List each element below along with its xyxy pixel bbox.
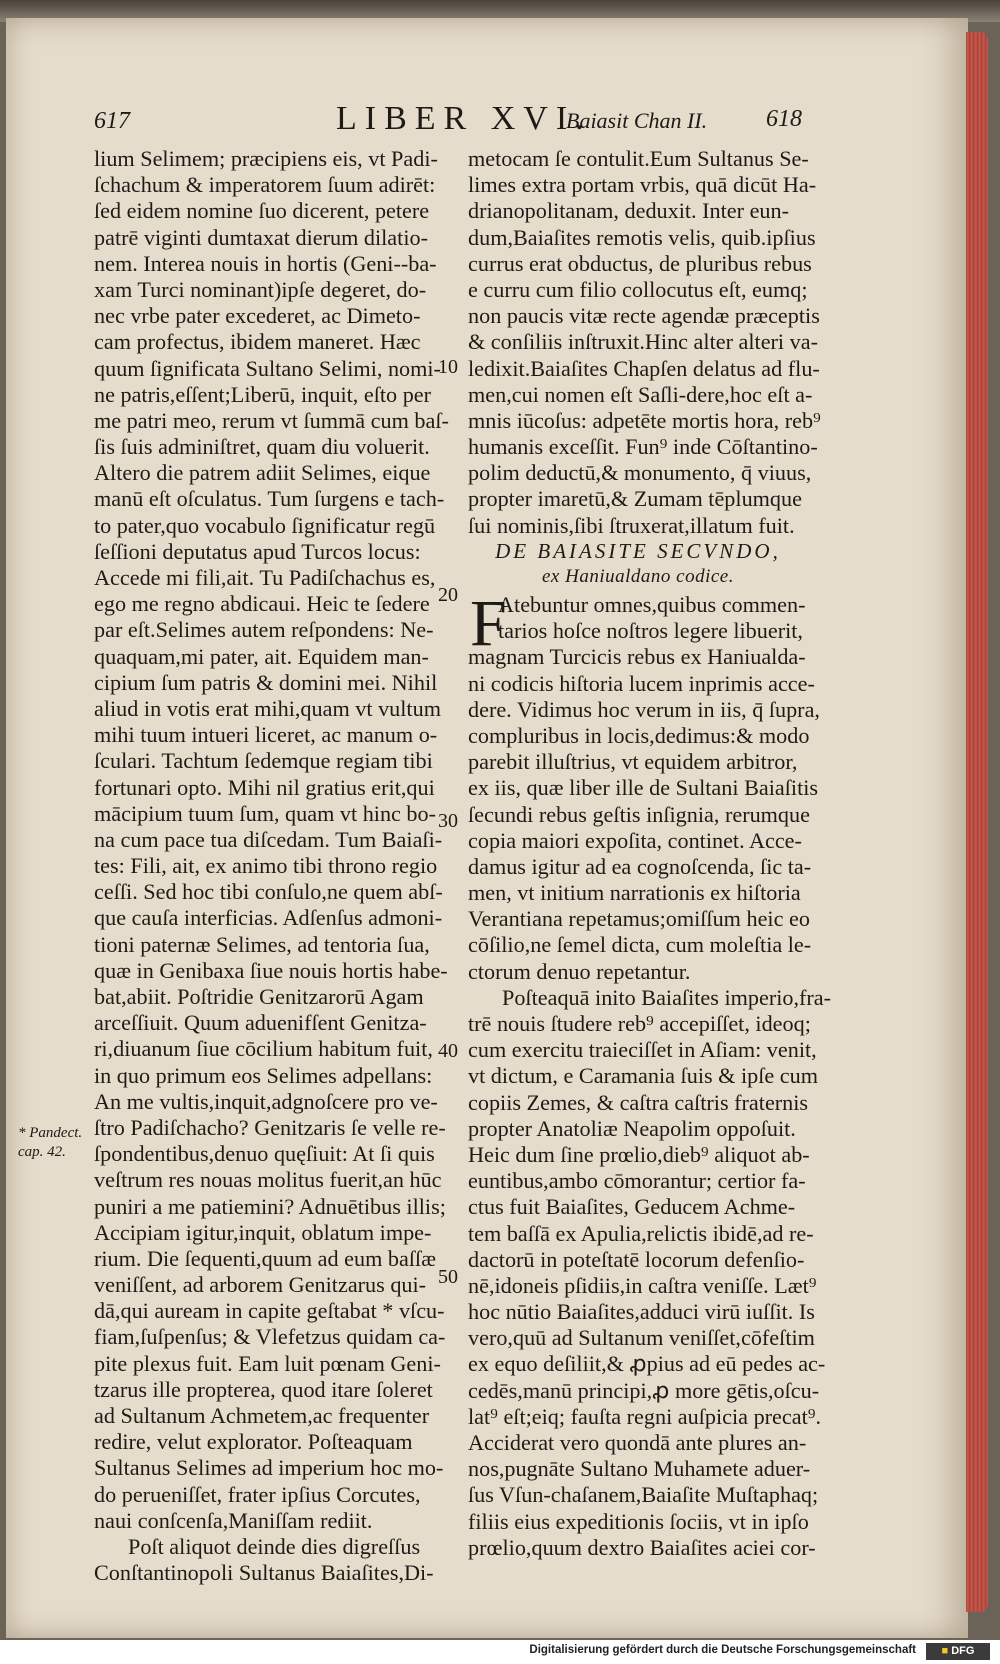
text-line: copiis Zemes, & caſtra caſtris fraternis <box>468 1089 809 1115</box>
text-line: naui conſcenſa,Maniſſam rediit. <box>94 1507 373 1533</box>
text-line: na cum pace tua diſcedam. Tum Baiaſi- <box>94 826 443 852</box>
text-line: mnis iūcoſus: adpetēte mortis hora, reb⁹ <box>468 407 821 433</box>
text-line: ſculari. Tachtum ſedemque regiam tibi <box>94 748 433 774</box>
text-line: vero,quū ad Sultanum veniſſet,cōfeſtim <box>468 1325 815 1351</box>
text-line: ſecundi rebus geſtis inſignia, rerumque <box>468 801 810 827</box>
dfg-logo-text: DFG <box>951 1645 975 1657</box>
text-line: arceſſiuit. Quum aduenifſent Genitza- <box>94 1010 427 1036</box>
text-line: do perueniſſet, frater ipſius Corcutes, <box>94 1481 421 1507</box>
text-line: polim deductū,& monumento, q̄ viuus, <box>468 460 812 486</box>
text-line: ledixit.Baiaſites Chapſen delatus ad flu- <box>468 355 820 381</box>
text-line: currus erat obductus, de pluribus rebus <box>468 250 812 276</box>
text-line: xam Turci nominant)ipſe degeret, do- <box>94 276 427 302</box>
margin-note-line: cap. 42. <box>18 1144 66 1160</box>
text-line: ex iis, quæ liber ille de Sultani Baiaſitis <box>468 775 819 801</box>
text-line: cum exercitu traieciſſet in Aſiam: venit, <box>468 1037 817 1063</box>
line-number: 40 <box>438 1040 458 1062</box>
book-page <box>6 18 968 1638</box>
text-line: puniri a me patiemini? Adnuētibus illis; <box>94 1193 446 1219</box>
text-line: bat,abiit. Poſtridie Genitzarorū Agam <box>94 984 424 1009</box>
text-line: Altero die patrem adiit Selimes, eique <box>94 460 431 486</box>
text-line: prœlio,quum dextro Baiaſites aciei cor- <box>468 1534 816 1560</box>
text-line: que cauſa interficias. Adſenſus admoni- <box>94 905 443 931</box>
text-line: dere. Vidimus hoc verum in iis, q̄ ſupra, <box>468 696 820 722</box>
text-line: ſui nominis,ſibi ſtruxerat,illatum fuit. <box>468 512 795 538</box>
text-line: ſus Vſun-chaſanem,Baiaſite Muſtaphaq; <box>468 1482 819 1508</box>
text-line: dum,Baiaſites remotis velis, quib.ipſius <box>468 224 816 250</box>
text-line: Acciderat vero quondā ante plures an- <box>468 1430 807 1455</box>
drop-capital: F <box>470 587 507 660</box>
text-line: tzarus ille propterea, quod itare ſoleret <box>94 1376 433 1402</box>
text-line: propter imaretū,& Zumam tēplumque <box>468 486 802 512</box>
text-line: veſtrum res nouas molitus fuerit,an hūc <box>94 1167 442 1193</box>
footer-bar <box>0 1640 1000 1664</box>
section-subtitle: ex Haniualdano codice. <box>542 566 734 587</box>
text-line: e curru cum filio collocutus eſt, eumq; <box>468 276 808 302</box>
text-line: quum ſignificata Sultano Selimi, nomi- <box>94 355 441 381</box>
funding-credit: Digitalisierung gefördert durch die Deutsche Forschungsgemeinschaft <box>529 1644 916 1656</box>
text-line: to pater,quo vocabulo ſignificatur regū <box>94 512 436 538</box>
running-header <box>6 100 968 144</box>
text-line: cōſilio,ne ſemel dicta, cum moleſtia le- <box>468 932 812 958</box>
text-line: dā,qui auream in capite geſtabat * vſcu- <box>94 1298 445 1324</box>
text-line: lium Selimem; præcipiens eis, vt Padi- <box>94 146 438 171</box>
text-line: in quo primum eos Selimes adpellans: <box>94 1062 433 1088</box>
text-line: Poſteaquā inito Baiaſites imperio,fra- <box>502 984 832 1010</box>
text-line: filiis eius expeditionis ſociis, vt in ipſo <box>468 1508 809 1534</box>
text-line: damus igitur ad ea cognoſcenda, ſic ta- <box>468 853 812 879</box>
text-line: dactorū in poteſtatē locorum defenſio- <box>468 1246 805 1272</box>
line-number: 10 <box>438 356 458 378</box>
text-line: compluribus in locis,dedimus:& modo <box>468 722 810 748</box>
text-line: redire, velut explorator. Poſteaquam <box>94 1429 413 1455</box>
text-line: manū eſt oſculatus. Tum ſurgens e tach- <box>94 486 445 512</box>
text-line: trē nouis ſtudere reb⁹ accepiſſet, ideoq; <box>468 1011 811 1036</box>
text-line: ſchachum & imperatorem ſuum adirēt: <box>94 172 436 198</box>
text-line: drianopolitanam, deduxit. Inter eun- <box>468 198 790 224</box>
text-line: parebit illuſtrius, vt equidem arbitror, <box>468 749 798 775</box>
text-line: me patri meo, rerum vt ſummā cum baſ- <box>94 407 449 433</box>
text-line: patrē viginti dumtaxat dierum dilatio- <box>94 224 428 250</box>
text-line: propter Anatoliæ Neapolim oppoſuit. <box>468 1115 796 1141</box>
text-line: ſed eidem nomine ſuo dicerent, petere <box>94 198 430 224</box>
text-line: rium. Die ſequenti,quum ad eum baſſæ <box>94 1245 436 1271</box>
text-line: Heic dum ſine prœlio,dieb⁹ aliquot ab- <box>468 1141 810 1167</box>
text-line: nē,idoneis pſidiis,in caſtra veniſſe. Læt⁹ <box>468 1272 817 1298</box>
text-line: ni codicis hiſtoria lucem inprimis acce- <box>468 670 815 696</box>
text-line: Conſtantinopoli Sultanus Baiaſites,Di- <box>94 1560 434 1586</box>
text-line: ſpondentibus,denuo quęſiuit: At ſi quis <box>94 1141 435 1167</box>
text-line: ego me regno abdicaui. Heic te ſedere <box>94 591 430 617</box>
text-line: hoc nūtio Baiaſites,adduci virū iuſſit. Is <box>468 1299 815 1325</box>
right-column-body <box>468 587 832 1561</box>
text-line: Atebuntur omnes,quibus commen- <box>498 592 806 617</box>
text-line: fortunari opto. Mihi nil gratius erit,qui <box>94 774 435 800</box>
folio-left: 617 <box>94 108 130 134</box>
line-number: 20 <box>438 584 458 606</box>
text-line: ſtro Padiſchacho? Genitzaris ſe velle re- <box>94 1114 446 1140</box>
book-title: LIBER XVI. <box>336 100 592 137</box>
text-line: nos,pugnāte Sultano Muhamete aduer- <box>468 1456 811 1482</box>
text-line: tioni paternæ Selimes, ad tentoria ſua, <box>94 931 430 957</box>
text-line: vt dictum, e Caramania ſuis & ipſe cum <box>468 1063 818 1089</box>
text-line: cedēs,manū principi,ꝓ more gētis,oſcu- <box>468 1377 820 1403</box>
text-line: aliud in votis erat mihi,quam vt vultum <box>94 695 441 721</box>
text-line: ſis ſuis adminiſtret, quam diu voluerit. <box>94 434 430 460</box>
text-line: quaquam,mi pater, ait. Equidem man- <box>94 643 429 669</box>
line-number: 30 <box>438 810 458 832</box>
text-line: ceſſi. Sed hoc tibi conſulo,ne quem abſ- <box>94 879 443 905</box>
text-line: men, vt initium narrationis ex hiſtoria <box>468 880 801 906</box>
text-line: tarios hoſce noſtros legere libuerit, <box>498 618 803 644</box>
right-column-top <box>468 146 821 539</box>
text-line: quæ in Genibaxa ſiue nouis hortis habe- <box>94 957 448 983</box>
text-line: magnam Turcicis rebus ex Haniualda- <box>468 644 806 670</box>
text-line: ctus fuit Baiaſites, Geducem Achme- <box>468 1194 796 1220</box>
text-line: ad Sultanum Achmetem,ac frequenter <box>94 1403 430 1428</box>
text-line: ex equo deſiliit,& ꝓpius ad eū pedes ac- <box>468 1351 826 1377</box>
text-line: mihi tuum intueri liceret, ac manum o- <box>94 722 438 748</box>
text-line: nec vrbe pater excederet, ac Dimeto- <box>94 303 421 329</box>
text-line: limes extra portam vrbis, quā dicūt Ha- <box>468 172 817 198</box>
text-line: ctorum denuo repetantur. <box>468 958 691 984</box>
section-title: DE BAIASITE SECVNDO, <box>495 539 781 563</box>
text-line: euntibus,ambo cōmorantur; certior fa- <box>468 1168 806 1194</box>
section-heading <box>468 538 808 590</box>
text-line: Accede mi fili,ait. Tu Padiſchachus es, <box>94 565 436 590</box>
text-line: tes: Fili, ait, ex animo tibi throno regio <box>94 853 438 879</box>
text-line: cam profectus, ibidem maneret. Hæc <box>94 329 421 355</box>
page-edge-red <box>966 32 988 1612</box>
text-line: humanis exceſſit. Fun⁹ inde Cōſtantino- <box>468 434 818 460</box>
text-line: mācipium tuum ſum, quam vt hinc bo- <box>94 800 437 826</box>
text-line: An me vultis,inquit,adgnoſcere pro ve- <box>94 1088 438 1114</box>
text-line: ne patris,eſſent;Liberū, inquit, eſto per <box>94 381 432 407</box>
running-title: Baiasit Chan II. <box>566 108 708 133</box>
text-line: non paucis vitæ recte agendæ præceptis <box>468 303 820 329</box>
text-line: Sultanus Selimes ad imperium hoc mo- <box>94 1455 444 1481</box>
text-line: nem. Interea nouis in hortis (Geni--ba- <box>94 250 437 276</box>
text-line: fiam,ſuſpenſus; & Vlefetzus quidam ca- <box>94 1324 446 1350</box>
text-line: cipium ſum patris & domini mei. Nihil <box>94 669 438 695</box>
dfg-logo: ■ DFG <box>926 1643 990 1660</box>
text-line: & conſiliis inſtruxit.Hinc alter alteri va- <box>468 329 818 355</box>
text-line: men,cui nomen eſt Saſli-dere,hoc eſt a- <box>468 381 813 407</box>
text-line: Poſt aliquot deinde dies digreſſus <box>128 1533 421 1559</box>
line-number: 50 <box>438 1266 458 1288</box>
text-line: pite plexus fuit. Eam luit pœnam Geni- <box>94 1350 441 1376</box>
margin-note <box>18 1124 82 1162</box>
text-line: ſeſſioni deputatus apud Turcos locus: <box>94 538 421 564</box>
text-line: par eſt.Selimes autem reſpondens: Ne- <box>94 617 434 643</box>
margin-note-line: * Pandect. <box>18 1125 83 1141</box>
text-line: Accipiam igitur,inquit, oblatum impe- <box>94 1219 432 1245</box>
text-line: ri,diuanum ſiue cōcilium habitum fuit, <box>94 1036 433 1062</box>
text-line: metocam ſe contulit.Eum Sultanus Se- <box>468 146 809 171</box>
text-line: tem baſſā ex Apulia,relictis ibidē,ad re- <box>468 1220 814 1246</box>
text-line: Verantiana repetamus;omiſſum heic eo <box>468 906 810 932</box>
text-line: veniſſent, ad arborem Genitzarus qui- <box>94 1272 427 1298</box>
text-line: copia maiori expoſita, continet. Acce- <box>468 827 802 853</box>
text-line: lat⁹ eſt;eiq; fauſta regni auſpicia precat⁹. <box>468 1403 822 1429</box>
folio-right: 618 <box>766 106 802 132</box>
